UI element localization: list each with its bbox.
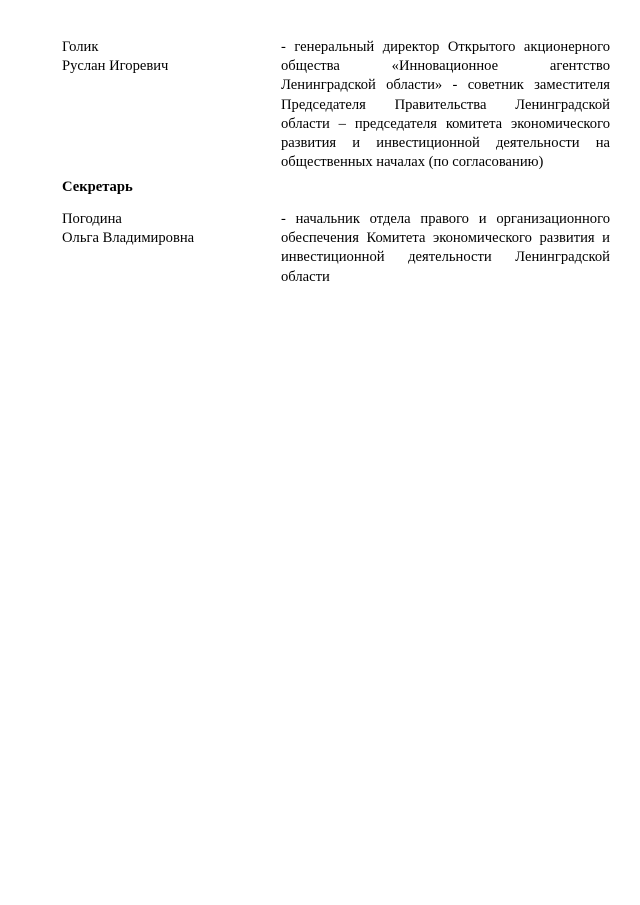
secretary-name bbox=[62, 210, 262, 248]
secretary-description: - начальник отдела правого и организационного обеспечения Комитета экономического развития и инвестиционной деятельности Ленинградской области bbox=[281, 211, 610, 285]
secretary-given-names: Ольга Владимировна bbox=[62, 230, 195, 247]
member-description: - генеральный директор Открытого акционерного общества «Инновационное агентство Ленинградской области» - советник заместителя Председателя Правительства Ленинградской области – председателя комитета экономического развития и инвестиционной деятельности на общественных началах (по согласованию) bbox=[281, 39, 610, 171]
secretary-heading: Секретарь bbox=[62, 179, 133, 195]
member-name bbox=[62, 38, 262, 76]
member-given-names: Руслан Игоревич bbox=[62, 58, 169, 75]
secretary-surname: Погодина bbox=[62, 211, 122, 227]
member-surname: Голик bbox=[62, 39, 99, 55]
